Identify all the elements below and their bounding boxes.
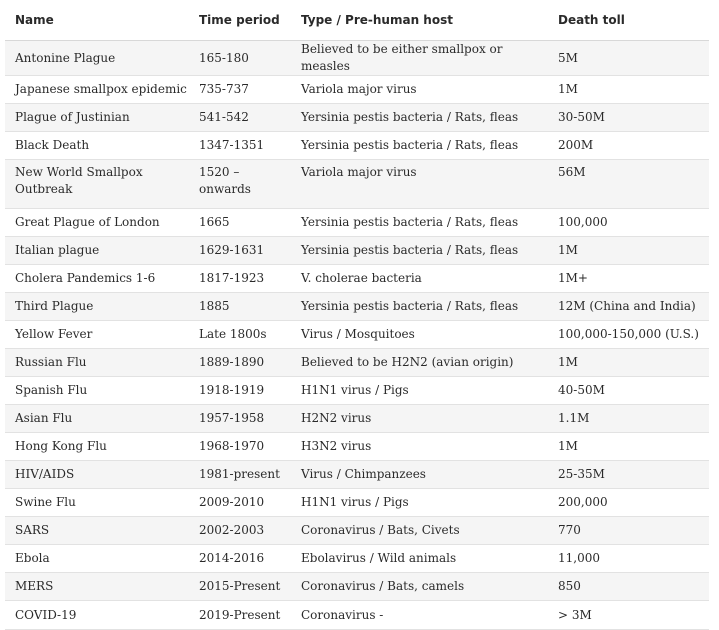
- cell-death-toll: 25-35M: [548, 461, 709, 489]
- cell-death-toll: 1M+: [548, 265, 709, 293]
- cell-death-toll: 11,000: [548, 545, 709, 573]
- cell-name: Italian plague: [5, 237, 189, 265]
- cell-type-host: Coronavirus -: [291, 601, 548, 630]
- cell-time-period: 541-542: [189, 104, 291, 132]
- table-row: [5, 237, 709, 265]
- table-row: [5, 76, 709, 104]
- cell-time-period: 1885: [189, 293, 291, 321]
- cell-time-period: 1889-1890: [189, 349, 291, 377]
- cell-time-period: 2002-2003: [189, 517, 291, 545]
- cell-death-toll: 1M: [548, 237, 709, 265]
- cell-name: Swine Flu: [5, 489, 189, 517]
- cell-name: Yellow Fever: [5, 321, 189, 349]
- cell-type-host: V. cholerae bacteria: [291, 265, 548, 293]
- cell-name: Cholera Pandemics 1-6: [5, 265, 189, 293]
- cell-type-host: Coronavirus / Bats, camels: [291, 573, 548, 601]
- header-death-toll: Death toll: [548, 0, 709, 41]
- cell-time-period: 2015-Present: [189, 573, 291, 601]
- cell-time-period: 1968-1970: [189, 433, 291, 461]
- cell-time-period: 735-737: [189, 76, 291, 104]
- table-row: [5, 405, 709, 433]
- table-row: [5, 265, 709, 293]
- table-row: [5, 209, 709, 237]
- header-time-period: Time period: [189, 0, 291, 41]
- table-header-row: [5, 0, 709, 41]
- cell-death-toll: 770: [548, 517, 709, 545]
- cell-type-host: H1N1 virus / Pigs: [291, 489, 548, 517]
- table-row: [5, 41, 709, 76]
- table-row: [5, 321, 709, 349]
- cell-name: Antonine Plague: [5, 41, 189, 76]
- cell-type-host: Believed to be H2N2 (avian origin): [291, 349, 548, 377]
- cell-time-period: 1957-1958: [189, 405, 291, 433]
- cell-type-host: Yersinia pestis bacteria / Rats, fleas: [291, 293, 548, 321]
- cell-death-toll: 1.1M: [548, 405, 709, 433]
- cell-name: Spanish Flu: [5, 377, 189, 405]
- cell-death-toll: 200,000: [548, 489, 709, 517]
- cell-name: SARS: [5, 517, 189, 545]
- header-name: Name: [5, 0, 189, 41]
- table-row: [5, 573, 709, 601]
- cell-time-period: 1347-1351: [189, 132, 291, 160]
- cell-type-host: H3N2 virus: [291, 433, 548, 461]
- table-row: [5, 545, 709, 573]
- cell-time-period: 1520 – onwards: [189, 160, 291, 209]
- cell-death-toll: 1M: [548, 76, 709, 104]
- cell-death-toll: 1M: [548, 349, 709, 377]
- cell-type-host: Believed to be either smallpox or measles: [291, 41, 548, 76]
- table-row: [5, 461, 709, 489]
- table-row: [5, 349, 709, 377]
- table-row: [5, 160, 709, 209]
- cell-name: Russian Flu: [5, 349, 189, 377]
- cell-time-period: 165-180: [189, 41, 291, 76]
- table-row: [5, 293, 709, 321]
- cell-time-period: 2009-2010: [189, 489, 291, 517]
- table-row: [5, 132, 709, 160]
- cell-time-period: 1665: [189, 209, 291, 237]
- cell-name: HIV/AIDS: [5, 461, 189, 489]
- cell-type-host: Virus / Mosquitoes: [291, 321, 548, 349]
- cell-name: Ebola: [5, 545, 189, 573]
- cell-name: Plague of Justinian: [5, 104, 189, 132]
- table-row: [5, 433, 709, 461]
- cell-type-host: H2N2 virus: [291, 405, 548, 433]
- cell-name: Black Death: [5, 132, 189, 160]
- cell-time-period: 1918-1919: [189, 377, 291, 405]
- cell-type-host: Variola major virus: [291, 76, 548, 104]
- cell-name: Third Plague: [5, 293, 189, 321]
- table-row: [5, 517, 709, 545]
- cell-name: Japanese smallpox epidemic: [5, 76, 189, 104]
- cell-time-period: 2014-2016: [189, 545, 291, 573]
- cell-death-toll: 100,000-150,000 (U.S.): [548, 321, 709, 349]
- cell-time-period: 1629-1631: [189, 237, 291, 265]
- cell-type-host: Yersinia pestis bacteria / Rats, fleas: [291, 209, 548, 237]
- cell-time-period: Late 1800s: [189, 321, 291, 349]
- pandemics-table: [5, 0, 709, 630]
- cell-name: Asian Flu: [5, 405, 189, 433]
- cell-name: COVID-19: [5, 601, 189, 630]
- cell-death-toll: > 3M: [548, 601, 709, 630]
- cell-death-toll: 200M: [548, 132, 709, 160]
- cell-name: Great Plague of London: [5, 209, 189, 237]
- cell-type-host: Ebolavirus / Wild animals: [291, 545, 548, 573]
- cell-death-toll: 30-50M: [548, 104, 709, 132]
- cell-death-toll: 5M: [548, 41, 709, 76]
- cell-type-host: Virus / Chimpanzees: [291, 461, 548, 489]
- cell-type-host: Variola major virus: [291, 160, 548, 209]
- table-row: [5, 489, 709, 517]
- cell-type-host: Yersinia pestis bacteria / Rats, fleas: [291, 104, 548, 132]
- cell-death-toll: 100,000: [548, 209, 709, 237]
- table-row: [5, 377, 709, 405]
- cell-type-host: H1N1 virus / Pigs: [291, 377, 548, 405]
- cell-type-host: Yersinia pestis bacteria / Rats, fleas: [291, 237, 548, 265]
- cell-name: New World Smallpox Outbreak: [5, 160, 189, 209]
- cell-type-host: Coronavirus / Bats, Civets: [291, 517, 548, 545]
- cell-death-toll: 12M (China and India): [548, 293, 709, 321]
- cell-death-toll: 1M: [548, 433, 709, 461]
- cell-type-host: Yersinia pestis bacteria / Rats, fleas: [291, 132, 548, 160]
- cell-death-toll: 40-50M: [548, 377, 709, 405]
- cell-time-period: 1981-present: [189, 461, 291, 489]
- cell-name: Hong Kong Flu: [5, 433, 189, 461]
- cell-time-period: 2019-Present: [189, 601, 291, 630]
- cell-death-toll: 850: [548, 573, 709, 601]
- table-row: [5, 601, 709, 630]
- header-type-host: Type / Pre-human host: [291, 0, 548, 41]
- cell-name: MERS: [5, 573, 189, 601]
- cell-death-toll: 56M: [548, 160, 709, 209]
- table-row: [5, 104, 709, 132]
- cell-time-period: 1817-1923: [189, 265, 291, 293]
